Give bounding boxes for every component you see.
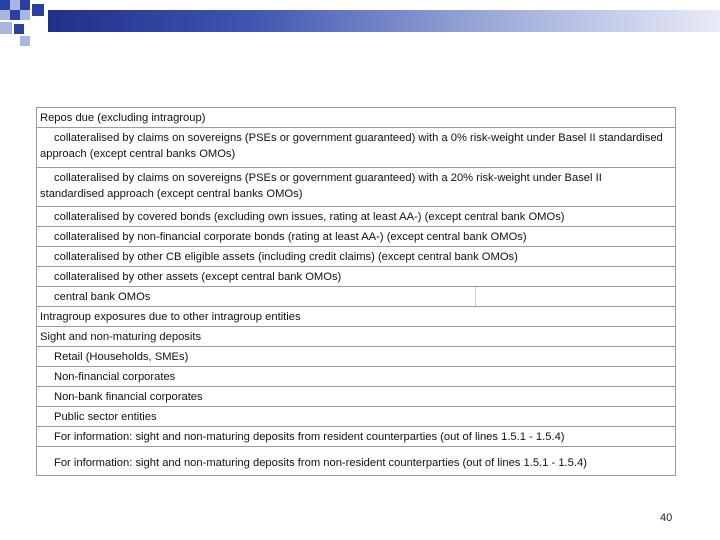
row-label: Public sector entities <box>54 411 157 423</box>
row-label: Sight and non-maturing deposits <box>40 331 202 343</box>
row-label: For information: sight and non-maturing deposits from non-resident counterparties (out of lines 1.5.1 - 1.5.4) <box>54 457 587 469</box>
decor-square <box>20 36 30 46</box>
decor-square <box>10 10 20 20</box>
deposits-table <box>36 107 676 476</box>
table-row <box>37 407 675 427</box>
table-row <box>37 168 675 207</box>
decor-square <box>0 0 10 10</box>
row-label: Non-financial corporates <box>54 371 176 383</box>
table-row <box>37 207 675 227</box>
table-row <box>37 347 675 367</box>
table-row <box>37 108 675 128</box>
page-number: 40 <box>660 512 673 524</box>
decor-square <box>10 0 20 10</box>
table-row <box>37 287 675 307</box>
row-label: collateralised by non-financial corporate bonds (rating at least AA-) (except central bank OMOs) <box>54 231 527 243</box>
decor-square <box>14 24 24 34</box>
row-label: collateralised by claims on sovereigns (PSEs or government guaranteed) with a 20% risk-weight under Basel II standardised approach (except central banks OMOs) <box>40 172 602 200</box>
decor-square <box>0 10 10 20</box>
cell-divider <box>475 287 476 306</box>
table-row <box>37 427 675 447</box>
table-row <box>37 327 675 347</box>
decor-square <box>32 4 44 16</box>
table-row <box>37 128 675 168</box>
row-label: collateralised by claims on sovereigns (PSEs or government guaranteed) with a 0% risk-weight under Basel II standardised approach (except central banks OMOs) <box>40 132 663 160</box>
row-label: Repos due (excluding intragroup) <box>40 112 206 124</box>
row-label: collateralised by covered bonds (excluding own issues, rating at least AA-) (except central bank OMOs) <box>54 211 565 223</box>
decor-square <box>20 10 30 20</box>
row-label: collateralised by other assets (except central bank OMOs) <box>54 271 342 283</box>
decor-square <box>0 22 12 34</box>
table-row <box>37 447 675 475</box>
row-label: collateralised by other CB eligible assets (including credit claims) (except central bank OMOs) <box>54 251 518 263</box>
table-row <box>37 387 675 407</box>
row-label: central bank OMOs <box>54 291 151 303</box>
table-row <box>37 367 675 387</box>
table-row <box>37 227 675 247</box>
row-label: Retail (Households, SMEs) <box>54 351 189 363</box>
table-row <box>37 307 675 327</box>
row-label: Intragroup exposures due to other intragroup entities <box>40 311 301 323</box>
decor-square <box>20 0 30 10</box>
table-row <box>37 247 675 267</box>
row-label: For information: sight and non-maturing deposits from resident counterparties (out of lines 1.5.1 - 1.5.4) <box>54 431 565 443</box>
header-gradient-bar <box>48 10 720 32</box>
table-row <box>37 267 675 287</box>
row-label: Non-bank financial corporates <box>54 391 203 403</box>
